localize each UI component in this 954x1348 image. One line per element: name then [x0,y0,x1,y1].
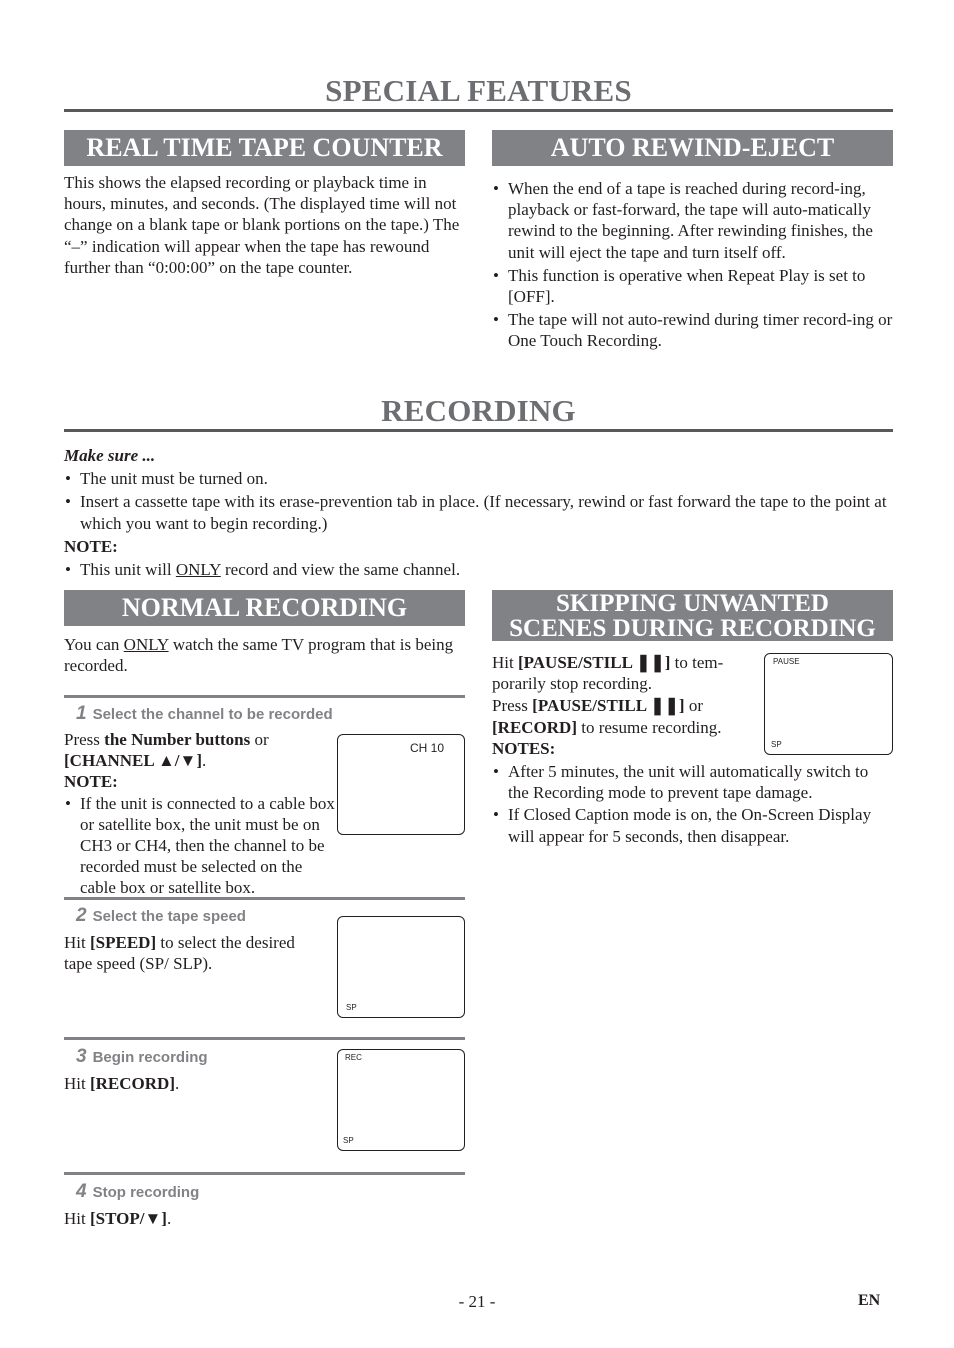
tape-counter-description: This shows the elapsed recording or playback time in hours, minutes, and seconds. (The displayed time will not change on a blank tape or blank portions on the tape.) The “–” indication will appear when the tape has rewound further than “0:00:00” on the tape counter. [64,173,460,277]
list-item: • The tape will not auto-rewind during timer record-ing or One Touch Recording. [492,309,893,351]
list-item: • Insert a cassette tape with its erase-prevention tab in place. (If necessary, rewind or fast forward the tape to the point at which you want to begin recording.) [64,491,893,533]
step-1-title: 1 Select the channel to be recorded [76,703,333,724]
tv-screen-speed [337,916,465,1018]
skipping-text: Hit [PAUSE/STILL ❚❚] to tem-porarily stop recording. Press [PAUSE/STILL ❚❚] or [RECORD] to resume recording. NOTES: [492,653,724,758]
recording-title: RECORDING [381,393,576,428]
step-1-text: Press the Number buttons or [CHANNEL ▲/▼]. NOTE: • If the unit is connected to a cable box or satellite box, the unit must be on CH3 or CH4, then the channel to be recorded must be selected on the cable box or satellite box. [64,729,466,899]
step-rule [64,695,465,698]
make-sure-label: Make sure ... [64,446,156,465]
section-heading-skipping: SKIPPING UNWANTED SCENES DURING RECORDING [492,590,893,641]
page-number: - 21 - [458,1292,496,1311]
recording-rule [64,429,893,432]
step-4-text: Hit [STOP/▼]. [64,1209,172,1228]
language-code: EN [858,1292,881,1309]
note-label: NOTE: [64,536,118,556]
step-rule [64,1172,465,1175]
section-heading-tape-counter: REAL TIME TAPE COUNTER [64,130,465,166]
skipping-notes [492,761,893,847]
list-item: • After 5 minutes, the unit will automatically switch to the Recording mode to prevent tape damage. [492,761,893,803]
tv-screen-channel [337,734,465,835]
step-rule [64,897,465,900]
step-2-title: 2 Select the tape speed [76,905,246,926]
list-item: • This function is operative when Repeat Play is set to [OFF]. [492,265,893,307]
screen-speed-text: SP [771,740,782,749]
note-item: • This unit will ONLY record and view the same channel. [64,559,893,580]
step-1-note: • If the unit is connected to a cable box or satellite box, the unit must be on CH3 or CH4, then the channel to be recorded must be selected on the cable box or satellite box. [64,793,466,899]
section-heading-normal-recording: NORMAL RECORDING [64,590,465,626]
make-sure-block [64,445,893,580]
page-title: SPECIAL FEATURES [325,73,632,108]
tv-screen-record [337,1049,465,1151]
screen-speed-text: SP [343,1136,354,1145]
step-4-title: 4 Stop recording [76,1181,200,1202]
step-rule [64,1037,465,1040]
screen-speed-text: SP [346,1003,357,1012]
title-rule [64,109,893,112]
step-3-text: Hit [RECORD]. [64,1074,180,1093]
step-2-text: Hit [SPEED] to select the desired tape speed (SP/ SLP). [64,933,295,974]
auto-rewind-list [492,178,893,352]
tv-screen-pause [764,653,893,755]
screen-channel-text: CH 10 [410,741,445,755]
list-item: • When the end of a tape is reached during record-ing, playback or fast-forward, the tape will auto-matically rewind to the beginning. After rewinding finishes, the unit will eject the tape and turn itself off. [492,178,893,263]
step-3-title: 3 Begin recording [76,1046,208,1067]
section-heading-auto-rewind: AUTO REWIND-EJECT [492,130,893,166]
list-item: • If Closed Caption mode is on, the On-Screen Display will appear for 5 seconds, then disappear. [492,804,893,846]
normal-recording-intro: You can ONLY watch the same TV program that is being recorded. [64,635,454,676]
list-item: • The unit must be turned on. [64,468,893,489]
screen-rec-text: REC [345,1053,362,1062]
screen-pause-text: PAUSE [773,657,800,666]
